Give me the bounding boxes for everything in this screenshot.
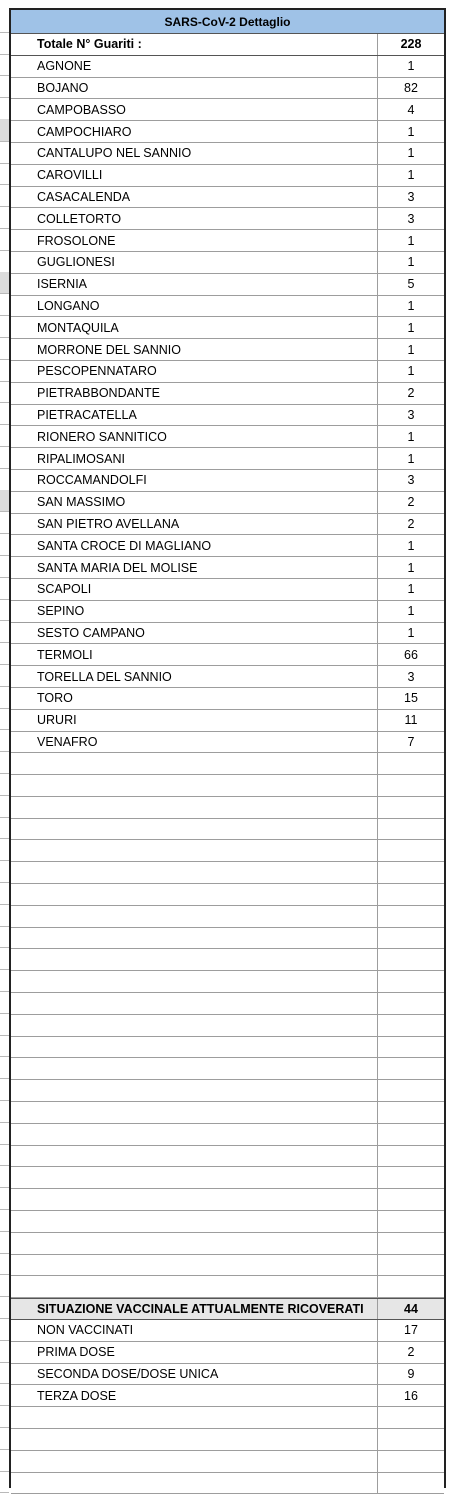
municipality-value-cell: 1 xyxy=(407,451,415,466)
row-header-cell xyxy=(0,599,9,622)
row-header-cell xyxy=(0,555,9,578)
empty-name-cell xyxy=(11,949,378,970)
municipality-list xyxy=(11,56,444,754)
municipality-value-cell: 1 xyxy=(407,342,415,357)
empty-value-cell xyxy=(378,819,444,840)
municipality-name-cell: LONGANO xyxy=(11,296,378,317)
municipality-name-cell: SAN MASSIMO xyxy=(11,492,378,513)
table-row xyxy=(11,557,444,579)
row-header-cell xyxy=(0,773,9,796)
table-row xyxy=(11,165,444,187)
table-row xyxy=(11,601,444,623)
municipality-name-cell: RIONERO SANNITICO xyxy=(11,426,378,447)
row-header-cell xyxy=(0,381,9,404)
municipality-value-cell: 1 xyxy=(407,625,415,640)
table-row xyxy=(11,623,444,645)
municipality-value-cell: 4 xyxy=(407,102,415,117)
municipality-value-cell: 1 xyxy=(407,233,415,248)
table-row xyxy=(11,361,444,383)
municipality-value-cell: 2 xyxy=(407,516,415,531)
empty-name-cell xyxy=(11,1211,378,1232)
vaccination-list xyxy=(11,1320,444,1407)
empty-name-cell xyxy=(11,1429,378,1450)
row-header-cell xyxy=(0,904,9,927)
table-row xyxy=(11,644,444,666)
empty-value-cell xyxy=(378,1102,444,1123)
row-header-cell xyxy=(0,817,9,840)
municipality-name-cell: TORO xyxy=(11,688,378,709)
empty-value-cell xyxy=(378,1037,444,1058)
empty-name-cell xyxy=(11,1102,378,1123)
table-row xyxy=(11,56,444,78)
table-row xyxy=(11,753,444,775)
municipality-value-cell: 5 xyxy=(407,277,415,292)
row-header-cell xyxy=(0,1100,9,1123)
row-header-cell xyxy=(0,119,9,142)
row-header-cell xyxy=(0,359,9,382)
empty-name-cell xyxy=(11,1255,378,1276)
row-header-cell xyxy=(0,1383,9,1406)
table-row xyxy=(11,339,444,361)
table-row xyxy=(11,426,444,448)
municipality-name-cell: CASACALENDA xyxy=(11,187,378,208)
row-header-cell xyxy=(0,1035,9,1058)
table-row xyxy=(11,579,444,601)
municipality-value-cell: 1 xyxy=(407,124,415,139)
municipality-value-cell: 1 xyxy=(407,168,415,183)
table-row xyxy=(11,840,444,862)
municipality-value-cell: 66 xyxy=(404,647,418,662)
municipality-name-cell: SAN PIETRO AVELLANA xyxy=(11,514,378,535)
municipality-name-cell: GUGLIONESI xyxy=(11,252,378,273)
table-row xyxy=(11,884,444,906)
table-row xyxy=(11,971,444,993)
row-header-cell xyxy=(0,424,9,447)
empty-name-cell xyxy=(11,1167,378,1188)
table-row xyxy=(11,383,444,405)
table-row xyxy=(11,1146,444,1168)
row-header-cell xyxy=(0,1165,9,1188)
table-row xyxy=(11,296,444,318)
row-header-cell xyxy=(0,838,9,861)
municipality-value-cell: 1 xyxy=(407,146,415,161)
vaccination-total-row xyxy=(11,1298,444,1320)
municipality-value-cell: 1 xyxy=(407,320,415,335)
municipality-value-cell: 1 xyxy=(407,364,415,379)
municipality-name-cell: RIPALIMOSANI xyxy=(11,448,378,469)
row-header-cell xyxy=(0,490,9,513)
row-header-cell xyxy=(0,664,9,687)
empty-name-cell xyxy=(11,993,378,1014)
table-row xyxy=(11,993,444,1015)
row-header-cell xyxy=(0,1362,9,1385)
table-header: SARS-CoV-2 Dettaglio xyxy=(11,10,444,34)
row-header-cell xyxy=(0,206,9,229)
row-header-cell xyxy=(0,1471,9,1494)
table-row xyxy=(11,143,444,165)
municipality-name-cell: COLLETORTO xyxy=(11,208,378,229)
row-header-cell xyxy=(0,795,9,818)
empty-name-cell xyxy=(11,797,378,818)
municipality-value-cell: 3 xyxy=(407,211,415,226)
table-row xyxy=(11,121,444,143)
municipality-name-cell: ROCCAMANDOLFI xyxy=(11,470,378,491)
vaccination-value-cell: 2 xyxy=(407,1345,415,1360)
table-row xyxy=(11,1407,444,1429)
empty-value-cell xyxy=(378,1015,444,1036)
empty-value-cell xyxy=(378,1146,444,1167)
municipality-name-cell: SESTO CAMPANO xyxy=(11,623,378,644)
left-column-strip xyxy=(0,0,9,1488)
empty-name-cell xyxy=(11,928,378,949)
vaccination-name-cell: NON VACCINATI xyxy=(11,1320,378,1341)
empty-name-cell xyxy=(11,1058,378,1079)
empty-value-cell xyxy=(378,1276,444,1297)
row-header-cell xyxy=(0,402,9,425)
empty-value-cell xyxy=(378,1473,444,1494)
row-header-cell xyxy=(0,163,9,186)
municipality-value-cell: 2 xyxy=(407,495,415,510)
row-header-cell xyxy=(0,446,9,469)
empty-value-cell xyxy=(378,906,444,927)
municipality-name-cell: TERMOLI xyxy=(11,644,378,665)
table-row xyxy=(11,208,444,230)
row-header-cell xyxy=(0,1231,9,1254)
empty-name-cell xyxy=(11,1037,378,1058)
empty-value-cell xyxy=(378,1407,444,1428)
table-row xyxy=(11,688,444,710)
municipality-name-cell: ISERNIA xyxy=(11,274,378,295)
municipality-value-cell: 11 xyxy=(404,713,418,728)
table-row xyxy=(11,1015,444,1037)
table-row xyxy=(11,1255,444,1277)
table-row xyxy=(11,797,444,819)
vaccination-value-cell: 17 xyxy=(404,1323,418,1338)
municipality-value-cell: 3 xyxy=(407,407,415,422)
empty-name-cell xyxy=(11,1124,378,1145)
municipality-name-cell: SEPINO xyxy=(11,601,378,622)
row-header-cell xyxy=(0,1209,9,1232)
table-row xyxy=(11,1233,444,1255)
municipality-name-cell: PIETRABBONDANTE xyxy=(11,383,378,404)
table-row xyxy=(11,928,444,950)
municipality-name-cell: CAMPOCHIARO xyxy=(11,121,378,142)
row-header-cell xyxy=(0,751,9,774)
municipality-name-cell: FROSOLONE xyxy=(11,230,378,251)
municipality-name-cell: BOJANO xyxy=(11,78,378,99)
municipality-value-cell: 1 xyxy=(407,560,415,575)
row-header-cell xyxy=(0,1405,9,1428)
empty-value-cell xyxy=(378,775,444,796)
row-header-cell xyxy=(0,315,9,338)
table-row xyxy=(11,470,444,492)
municipality-name-cell: PESCOPENNATARO xyxy=(11,361,378,382)
municipality-value-cell: 1 xyxy=(407,538,415,553)
empty-value-cell xyxy=(378,949,444,970)
empty-value-cell xyxy=(378,971,444,992)
row-header-cell xyxy=(0,54,9,77)
table-row xyxy=(11,78,444,100)
municipality-name-cell: CAMPOBASSO xyxy=(11,99,378,120)
empty-value-cell xyxy=(378,753,444,774)
vaccination-value-cell: 9 xyxy=(407,1367,415,1381)
total-recovered-value: 228 xyxy=(400,37,422,52)
municipality-name-cell: PIETRACATELLA xyxy=(11,405,378,426)
empty-name-cell xyxy=(11,1407,378,1428)
row-header-cell xyxy=(0,468,9,491)
table-row xyxy=(11,949,444,971)
municipality-name-cell: AGNONE xyxy=(11,56,378,77)
row-header-cell xyxy=(0,686,9,709)
row-header-cell xyxy=(0,293,9,316)
row-header-cell xyxy=(0,1318,9,1341)
municipality-name-cell: MONTAQUILA xyxy=(11,317,378,338)
row-header-cell xyxy=(0,642,9,665)
row-header-cell xyxy=(0,991,9,1014)
row-header-cell xyxy=(0,708,9,731)
empty-value-cell xyxy=(378,1189,444,1210)
empty-name-cell xyxy=(11,1015,378,1036)
municipality-name-cell: MORRONE DEL SANNIO xyxy=(11,339,378,360)
table-row xyxy=(11,1167,444,1189)
table-row xyxy=(11,906,444,928)
table-row xyxy=(11,1124,444,1146)
empty-value-cell xyxy=(378,1429,444,1450)
row-header-cell xyxy=(0,10,9,33)
empty-name-cell xyxy=(11,1189,378,1210)
row-header-cell xyxy=(0,577,9,600)
municipality-value-cell: 82 xyxy=(404,80,418,95)
vaccination-name-cell: SECONDA DOSE/DOSE UNICA xyxy=(11,1364,378,1385)
table-row xyxy=(11,1058,444,1080)
vaccination-name-cell: TERZA DOSE xyxy=(11,1385,378,1406)
table-row xyxy=(11,99,444,121)
empty-name-cell xyxy=(11,971,378,992)
empty-name-cell xyxy=(11,840,378,861)
row-header-cell xyxy=(0,1056,9,1079)
table-row xyxy=(11,514,444,536)
row-header-cell xyxy=(0,1253,9,1276)
row-header-cell xyxy=(0,947,9,970)
row-header-cell xyxy=(0,1122,9,1145)
municipality-value-cell: 3 xyxy=(407,473,415,488)
total-recovered-label: Totale N° Guariti : xyxy=(11,34,378,55)
empty-value-cell xyxy=(378,862,444,883)
table-row xyxy=(11,252,444,274)
table-row xyxy=(11,1102,444,1124)
empty-value-cell xyxy=(378,1167,444,1188)
row-header-cell xyxy=(0,228,9,251)
table-row xyxy=(11,405,444,427)
row-header-cell xyxy=(0,1427,9,1450)
spreadsheet-table xyxy=(9,8,446,1488)
row-header-cell xyxy=(0,1144,9,1167)
empty-rows-block-bottom xyxy=(11,1407,444,1494)
table-row xyxy=(11,1364,444,1386)
table-row xyxy=(11,862,444,884)
municipality-value-cell: 1 xyxy=(407,604,415,619)
row-header-cell xyxy=(0,620,9,643)
table-row xyxy=(11,1342,444,1364)
municipality-name-cell: SANTA MARIA DEL MOLISE xyxy=(11,557,378,578)
row-header-cell xyxy=(0,533,9,556)
row-header-cell xyxy=(0,1296,9,1319)
row-header-cell xyxy=(0,75,9,98)
empty-value-cell xyxy=(378,797,444,818)
table-row xyxy=(11,1211,444,1233)
table-row xyxy=(11,535,444,557)
municipality-value-cell: 3 xyxy=(407,669,415,684)
table-row xyxy=(11,1320,444,1342)
municipality-name-cell: SCAPOLI xyxy=(11,579,378,600)
table-row xyxy=(11,819,444,841)
municipality-value-cell: 3 xyxy=(407,189,415,204)
municipality-name-cell: TORELLA DEL SANNIO xyxy=(11,666,378,687)
row-header-cell xyxy=(0,32,9,55)
table-row xyxy=(11,274,444,296)
empty-value-cell xyxy=(378,1233,444,1254)
municipality-value-cell: 1 xyxy=(407,582,415,597)
empty-value-cell xyxy=(378,1080,444,1101)
municipality-value-cell: 15 xyxy=(404,691,418,706)
municipality-name-cell: CANTALUPO NEL SANNIO xyxy=(11,143,378,164)
empty-name-cell xyxy=(11,1276,378,1297)
row-header-cell xyxy=(0,1187,9,1210)
empty-name-cell xyxy=(11,862,378,883)
empty-rows-block xyxy=(11,753,444,1298)
table-row xyxy=(11,666,444,688)
empty-name-cell xyxy=(11,1233,378,1254)
municipality-name-cell: VENAFRO xyxy=(11,732,378,753)
table-row xyxy=(11,1385,444,1407)
row-header-cell xyxy=(0,1340,9,1363)
vaccination-value-cell: 16 xyxy=(404,1388,418,1403)
row-header-cell xyxy=(0,969,9,992)
empty-value-cell xyxy=(378,1124,444,1145)
table-row xyxy=(11,1276,444,1298)
table-row xyxy=(11,775,444,797)
empty-name-cell xyxy=(11,884,378,905)
table-row xyxy=(11,1189,444,1211)
table-row xyxy=(11,492,444,514)
vaccination-total-value: 44 xyxy=(404,1302,418,1317)
empty-value-cell xyxy=(378,884,444,905)
municipality-value-cell: 1 xyxy=(407,255,415,270)
empty-value-cell xyxy=(378,1255,444,1276)
row-header-cell xyxy=(0,1013,9,1036)
empty-name-cell xyxy=(11,775,378,796)
empty-name-cell xyxy=(11,1473,378,1494)
table-row xyxy=(11,1080,444,1102)
table-row xyxy=(11,187,444,209)
row-header-cell xyxy=(0,729,9,752)
municipality-value-cell: 1 xyxy=(407,298,415,313)
row-header-cell xyxy=(0,184,9,207)
row-header-cell xyxy=(0,141,9,164)
table-row xyxy=(11,1037,444,1059)
table-row xyxy=(11,317,444,339)
empty-value-cell xyxy=(378,928,444,949)
empty-value-cell xyxy=(378,1211,444,1232)
empty-name-cell xyxy=(11,819,378,840)
table-row xyxy=(11,1429,444,1451)
municipality-value-cell: 7 xyxy=(407,734,415,749)
table-row xyxy=(11,1451,444,1473)
municipality-name-cell: URURI xyxy=(11,710,378,731)
row-header-cell xyxy=(0,1078,9,1101)
total-recovered-row xyxy=(11,34,444,56)
municipality-name-cell: CAROVILLI xyxy=(11,165,378,186)
table-row xyxy=(11,1473,444,1494)
municipality-value-cell: 1 xyxy=(407,429,415,444)
row-header-cell xyxy=(0,511,9,534)
empty-value-cell xyxy=(378,993,444,1014)
row-header-cell xyxy=(0,860,9,883)
empty-name-cell xyxy=(11,753,378,774)
empty-name-cell xyxy=(11,906,378,927)
empty-name-cell xyxy=(11,1451,378,1472)
row-header-cell xyxy=(0,1449,9,1472)
table-row xyxy=(11,230,444,252)
empty-value-cell xyxy=(378,840,444,861)
row-header-cell xyxy=(0,926,9,949)
row-header-cell xyxy=(0,250,9,273)
row-header-cell xyxy=(0,97,9,120)
municipality-value-cell: 2 xyxy=(407,386,415,401)
empty-name-cell xyxy=(11,1146,378,1167)
vaccination-total-label: SITUAZIONE VACCINALE ATTUALMENTE RICOVERATI xyxy=(11,1299,378,1319)
vaccination-name-cell: PRIMA DOSE xyxy=(11,1342,378,1363)
empty-value-cell xyxy=(378,1451,444,1472)
row-header-cell xyxy=(0,272,9,295)
table-row xyxy=(11,710,444,732)
table-row xyxy=(11,448,444,470)
municipality-value-cell: 1 xyxy=(407,59,415,74)
municipality-name-cell: SANTA CROCE DI MAGLIANO xyxy=(11,535,378,556)
row-header-cell xyxy=(0,1274,9,1297)
row-header-cell xyxy=(0,337,9,360)
empty-value-cell xyxy=(378,1058,444,1079)
empty-name-cell xyxy=(11,1080,378,1101)
table-row xyxy=(11,732,444,754)
row-header-cell xyxy=(0,882,9,905)
